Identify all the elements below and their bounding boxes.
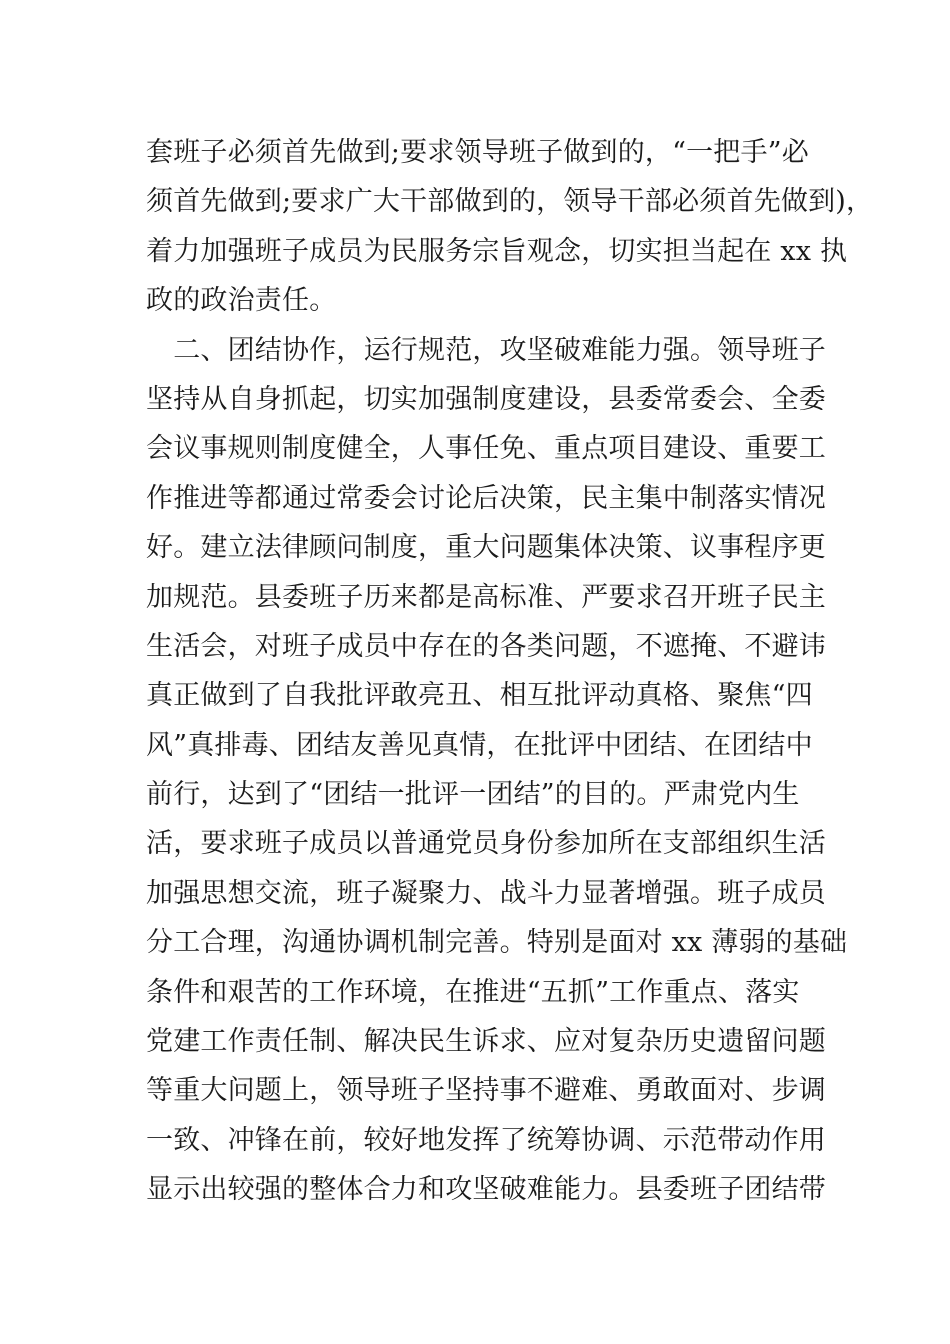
text-line-12: 真正做到了自我批评敢亮丑、相互批评动真格、聚焦“四 bbox=[146, 680, 813, 712]
text-line-15: 活，要求班子成员以普通党员身份参加所在支部组织生活 bbox=[146, 828, 826, 860]
text-line-17: 分工合理，沟通协调机制完善。特别是面对 xx 薄弱的基础 bbox=[146, 927, 848, 959]
text-line-13: 风”真排毒、团结友善见真情，在批评中团结、在团结中 bbox=[146, 729, 813, 761]
text-line-2: 须首先做到;要求广大干部做到的，领导干部必须首先做到)， bbox=[146, 186, 874, 218]
body-text bbox=[146, 128, 874, 1215]
text-line-21: 一致、冲锋在前，较好地发挥了统筹协调、示范带动作用 bbox=[146, 1124, 826, 1156]
text-line-1: 套班子必须首先做到;要求领导班子做到的，“一把手”必 bbox=[146, 137, 809, 168]
text-line-10: 加规范。县委班子历来都是高标准、严要求召开班子民主 bbox=[146, 581, 826, 613]
text-line-14: 前行，达到了“团结一批评一团结”的目的。严肃党内生 bbox=[146, 779, 800, 811]
text-line-22: 显示出较强的整体合力和攻坚破难能力。县委班子团结带 bbox=[146, 1174, 826, 1206]
text-line-18: 条件和艰苦的工作环境，在推进“五抓”工作重点、落实 bbox=[146, 976, 800, 1008]
text-line-11: 生活会，对班子成员中存在的各类问题，不遮掩、不避讳 bbox=[146, 630, 826, 662]
text-line-16: 加强思想交流，班子凝聚力、战斗力显著增强。班子成员 bbox=[146, 877, 826, 909]
text-line-3: 着力加强班子成员为民服务宗旨观念，切实担当起在 xx 执 bbox=[146, 235, 848, 267]
text-line-20: 等重大问题上，领导班子坚持事不避难、勇敢面对、步调 bbox=[146, 1075, 826, 1107]
text-line-7: 会议事规则制度健全，人事任免、重点项目建设、重要工 bbox=[146, 433, 826, 465]
text-line-8: 作推进等都通过常委会讨论后决策，民主集中制落实情况 bbox=[146, 482, 826, 514]
text-line-4: 政的政治责任。 bbox=[146, 285, 337, 317]
text-line-6: 坚持从自身抓起，切实加强制度建设，县委常委会、全委 bbox=[146, 383, 826, 415]
text-line-9: 好。建立法律顾问制度，重大问题集体决策、议事程序更 bbox=[146, 532, 826, 564]
text-line-5: 二、团结协作，运行规范，攻坚破难能力强。领导班子 bbox=[146, 334, 826, 366]
text-line-19: 党建工作责任制、解决民生诉求、应对复杂历史遗留问题 bbox=[146, 1026, 826, 1058]
